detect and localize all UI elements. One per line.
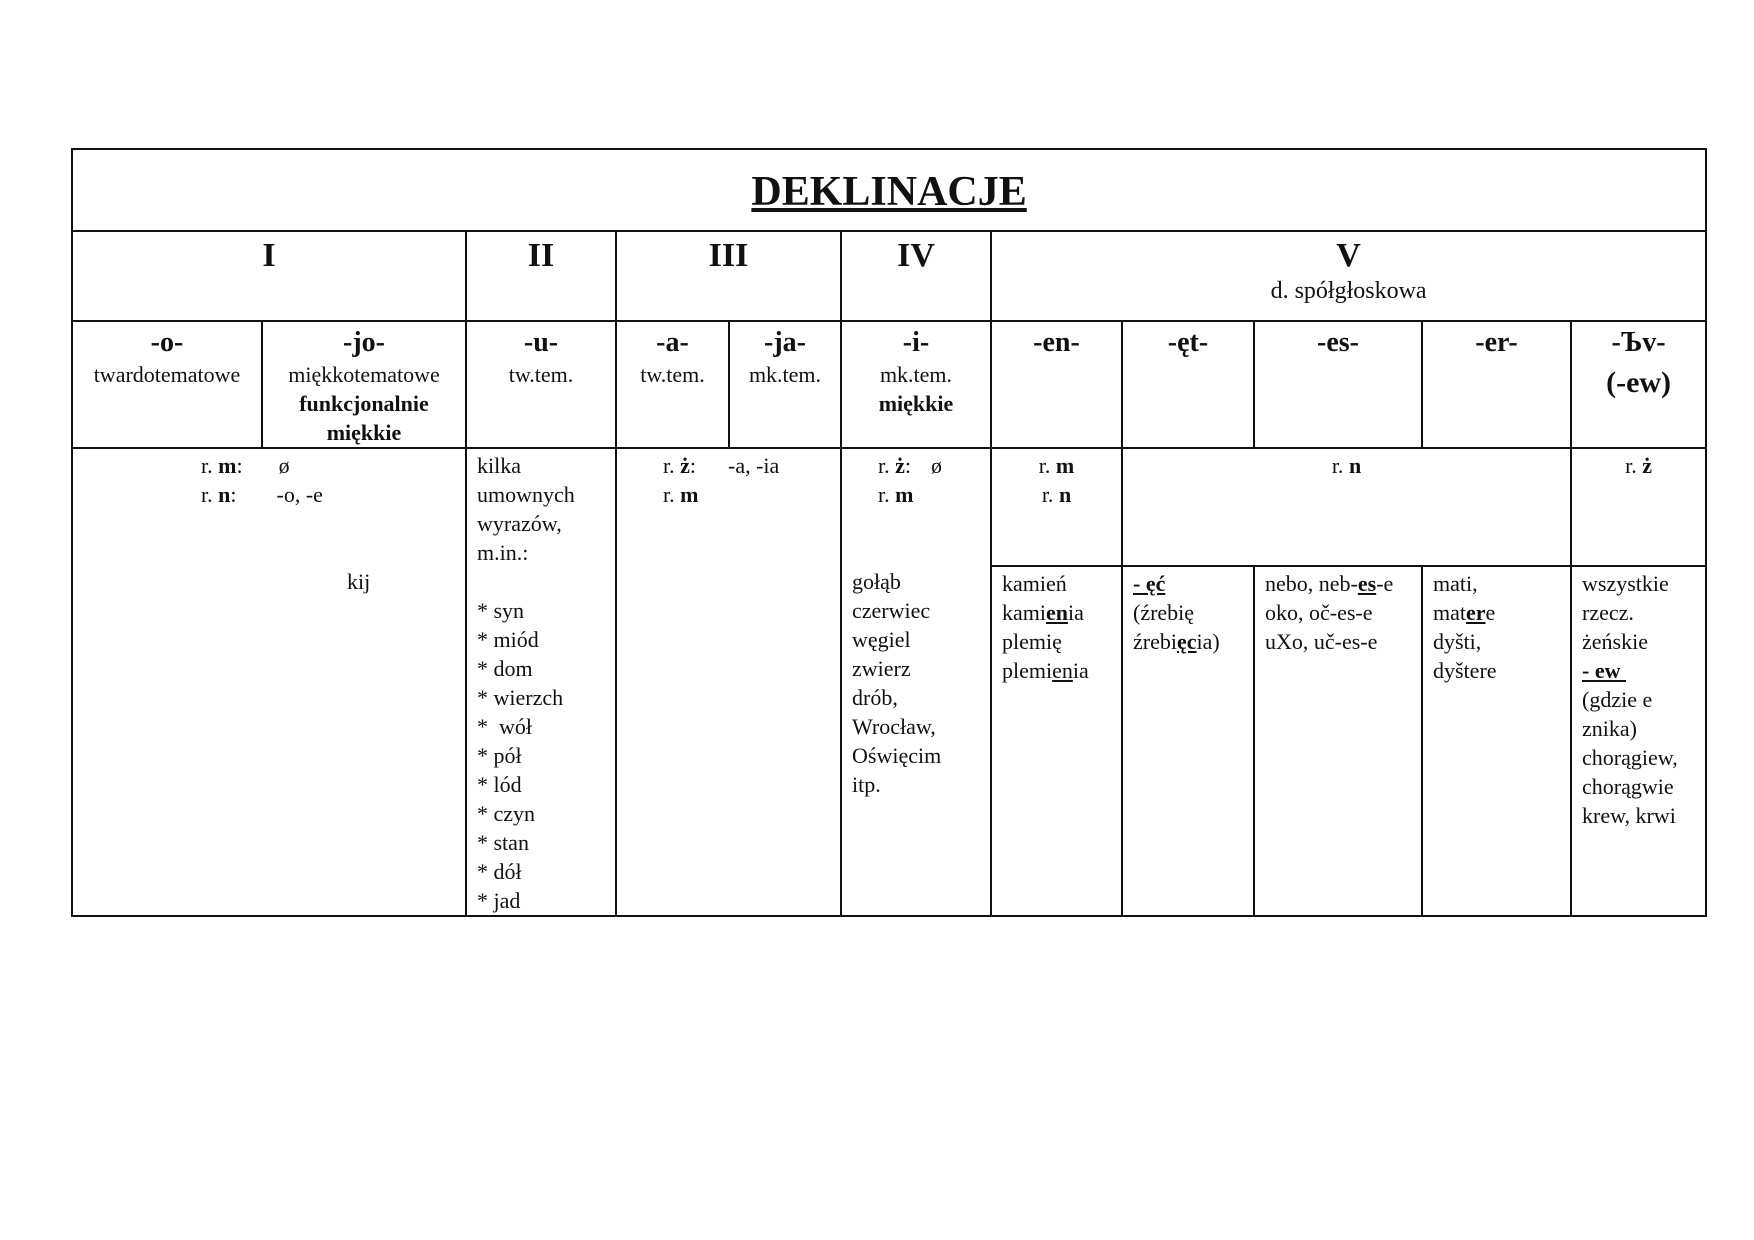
examples-en [991,566,1122,916]
gender-rule-z [1572,449,1705,480]
text-part: kami [1002,600,1046,626]
stem-extra: funkcjonalnie miękkie [299,391,429,445]
gender-z: ż [895,453,905,478]
stem-label: -Ъv- [1611,327,1666,358]
list-item: zwierz [852,656,911,681]
gender-prefix: r. [663,482,675,507]
list-item: drób, [852,685,898,710]
list-item: wyrazów, [477,511,562,536]
gender-prefix: r. [1038,453,1051,478]
example-line: chorągwie [1582,774,1674,800]
declension-IV-body [841,448,991,916]
stem-label: -a- [656,327,689,358]
gender-rule-m [878,480,990,509]
example-line [1002,656,1121,685]
example-line: krew, krwi [1582,803,1676,829]
numeral: IV [897,237,935,274]
stem-desc: tw.tem. [640,362,705,387]
example-line [1002,598,1121,627]
declension-V-header [991,231,1706,321]
list-item: * wierzch [477,685,564,710]
stem-label: -o- [150,327,184,358]
example-line: plemię [1002,629,1062,655]
ending-z: -a, -ia [728,453,780,478]
stem-label: -ja- [764,327,806,358]
stem-a [616,321,729,448]
example-line [1265,569,1421,598]
list-item: * stan [477,830,529,855]
page-title: DEKLINACJE [751,169,1027,215]
highlight: er [1466,600,1486,626]
ending-n: -o, -e [276,482,323,507]
list-item: umownych [477,482,575,507]
gender-m: m [680,482,699,507]
stem-o [72,321,262,448]
declension-V-en-gender [991,448,1122,566]
stem-et [1122,321,1254,448]
list-item: * miód [477,627,539,652]
gender-prefix: r. [878,482,890,507]
declension-table [71,148,1707,917]
gender-n: n [1058,482,1072,507]
text-part: ia [1072,658,1089,684]
list-item: * lód [477,772,522,797]
example-line [1582,656,1705,685]
list-item: itp. [852,772,881,797]
stem-desc: tw.tem. [508,362,574,387]
stem-label: -jo- [343,327,385,358]
declension-IV-header [841,231,991,321]
example-line: wszystkie [1582,571,1669,597]
highlight: en [1046,600,1068,626]
example-kij: kij [347,569,371,594]
stem-desc: miękkotematowe [288,362,440,387]
stem-er [1422,321,1571,448]
examples-er [1422,566,1571,916]
example-line [1133,627,1253,656]
example-line: dyšti, [1433,629,1482,655]
gender-rule-n [992,480,1121,509]
gender-rule-z: r. ż: -a, -ia [663,453,780,478]
list-item: * dom [477,656,533,681]
highlight: es [1357,571,1377,597]
gender-rule-n [1123,449,1570,480]
gender-prefix: r. [1041,482,1054,507]
highlight: ęc [1176,629,1197,655]
list-item: węgiel [852,627,911,652]
text-part: źrebi [1133,629,1177,655]
numeral: III [708,237,749,274]
declension-V-feminine-gender [1571,448,1706,566]
list-item: Wrocław, [852,714,936,739]
declension-I-body [72,448,466,916]
list-item: m.in.: [477,540,529,565]
stem-alt: (-ew) [1606,366,1672,399]
stem-desc: mk.tem. [748,362,822,387]
example-line [1433,598,1570,627]
example-line: chorągiew, [1582,745,1678,771]
gender-n: n [218,482,231,507]
gender-m: m [895,482,914,507]
gender-n: n [1348,453,1362,478]
stem-ja [729,321,841,448]
gender-rule-z: r. ż: ø [878,453,943,478]
gender-rule-m [992,449,1121,480]
declension-I-header [72,231,466,321]
gender-rule-m [663,480,840,509]
highlight: - ęć [1133,571,1166,597]
gender-m: m [1055,453,1075,478]
text-part: -e [1376,571,1394,597]
gender-z: ż [1642,453,1653,478]
declension-subtitle: d. spółgłoskowa [1270,278,1427,304]
list-item: * dół [477,859,522,884]
stem-es [1254,321,1422,448]
numeral: V [1336,237,1361,274]
gender-prefix: r. [1625,453,1637,478]
example-line: rzecz. [1582,600,1634,626]
stem-jo [262,321,466,448]
gender-prefix: r. [201,453,213,478]
example-line: mati, [1433,571,1478,597]
list-item: kilka [477,453,521,478]
list-item: * jad [477,888,521,913]
declension-II-body [466,448,616,916]
example-line: uXo, uč-es-e [1265,629,1378,655]
stem-label: -es- [1317,327,1359,358]
gender-prefix: r. [663,453,675,478]
example-line: (gdzie e [1582,687,1653,713]
text-part: nebo, neb- [1265,571,1358,597]
stem-label: -ęt- [1167,327,1209,358]
text-part: plemi [1002,658,1053,684]
example-line: znika) [1582,716,1637,742]
highlight: en [1052,658,1073,684]
list-item: * czyn [477,801,536,826]
stem-ov [1571,321,1706,448]
list-item [477,567,615,596]
list-item: * syn [477,598,525,623]
list-item: Oświęcim [852,743,942,768]
list-item: czerwiec [852,598,931,623]
examples-ov [1571,566,1706,916]
stem-desc: mk.tem. [879,362,953,387]
ending-z: ø [931,453,943,478]
gender-prefix: r. [878,453,890,478]
example-line: kamień [1002,571,1067,597]
stem-label: -er- [1475,327,1518,358]
declension-II-header [466,231,616,321]
gender-rule-m: r. m: ø [201,453,290,478]
list-item: * wół [477,714,532,739]
example-line: dyštere [1433,658,1497,684]
stem-label: -en- [1033,327,1080,358]
stem-en [991,321,1122,448]
title-cell [72,149,1706,231]
numeral: II [527,237,555,274]
gender-prefix: r. [1331,453,1344,478]
example-line: oko, oč-es-e [1265,600,1373,626]
ending-m: ø [278,453,290,478]
stem-i [841,321,991,448]
stem-u [466,321,616,448]
stem-desc: twardotematowe [93,362,241,387]
gender-m: m [218,453,237,478]
stem-label: -u- [523,327,559,358]
declension-V-neuter-gender [1122,448,1571,566]
text-part: mat [1433,600,1466,626]
gender-rule-n: r. n: -o, -e [201,482,323,507]
stem-label: -i- [902,327,930,358]
gender-prefix: r. [201,482,213,507]
highlight: - ew [1582,658,1626,684]
list-item: * pół [477,743,522,768]
list-item: gołąb [852,569,901,594]
example-line: (źrebię [1133,600,1195,626]
declension-III-body [616,448,841,916]
text-part: ia) [1196,629,1220,655]
declension-III-header [616,231,841,321]
example-line: żeńskie [1582,629,1648,655]
numeral: I [262,237,276,274]
example-line [1133,569,1253,598]
examples-es [1254,566,1422,916]
examples-et [1122,566,1254,916]
text-part: e [1485,600,1496,626]
text-part: ia [1068,600,1084,626]
gender-z: ż [680,453,690,478]
stem-extra: miękkie [878,391,954,416]
